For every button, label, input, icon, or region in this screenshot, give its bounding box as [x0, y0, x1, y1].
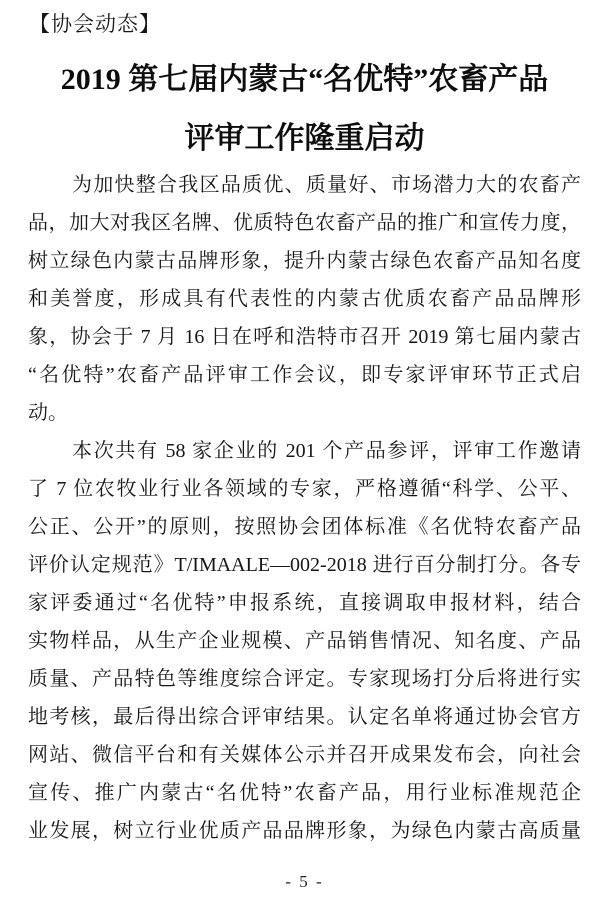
- article-title-line1: 2019 第七届内蒙古“名优特”农畜产品: [60, 63, 549, 96]
- text-line: 业发展，树立行业优质产品品牌形象，为绿色内蒙古高质量: [28, 820, 581, 842]
- article-title: [28, 50, 581, 168]
- article-title-line2: 评审工作隆重启动: [184, 122, 425, 155]
- text-line: 家评委通过“名优特”申报系统，直接调取申报材料，结合: [28, 592, 581, 614]
- text-line: 树立绿色内蒙古品牌形象，提升内蒙古绿色农畜产品知名度: [28, 250, 581, 272]
- paragraph: [28, 166, 581, 432]
- text-line: 网站、微信平台和有关媒体公示并召开成果发布会，向社会: [28, 744, 581, 766]
- section-label: 【协会动态】: [29, 13, 161, 36]
- text-line: 本次共有 58 家企业的 201 个产品参评，评审工作邀请: [72, 440, 581, 462]
- text-line: 了 7 位农牧业行业各领域的专家，严格遵循“科学、公平、: [28, 478, 581, 500]
- page-number: - 5 -: [285, 872, 324, 891]
- text-line: 质量、产品特色等维度综合评定。专家现场打分后将进行实: [28, 668, 581, 690]
- text-line: 评价认定规范》T/IMAALE—002-2018 进行百分制打分。各专: [28, 554, 581, 576]
- paragraph: [28, 432, 581, 850]
- text-line: “名优特”农畜产品评审工作会议，即专家评审环节正式启: [28, 364, 581, 386]
- text-line: 和美誉度，形成具有代表性的内蒙古优质农畜产品品牌形: [28, 288, 581, 310]
- article-body: [28, 166, 581, 850]
- text-line: 动。: [28, 402, 68, 424]
- text-line: 为加快整合我区品质优、质量好、市场潜力大的农畜产: [72, 174, 581, 196]
- text-line: 品，加大对我区名牌、优质特色农畜产品的推广和宣传力度，: [28, 212, 581, 234]
- text-line: 象，协会于 7 月 16 日在呼和浩特市召开 2019 第七届内蒙古: [28, 326, 581, 348]
- text-line: 宣传、推广内蒙古“名优特”农畜产品，用行业标准规范企: [28, 782, 581, 804]
- text-line: 公正、公开”的原则，按照协会团体标准《名优特农畜产品: [28, 516, 581, 538]
- text-line: 地考核，最后得出综合评审结果。认定名单将通过协会官方: [28, 706, 581, 728]
- text-line: 实物样品，从生产企业规模、产品销售情况、知名度、产品: [28, 630, 581, 652]
